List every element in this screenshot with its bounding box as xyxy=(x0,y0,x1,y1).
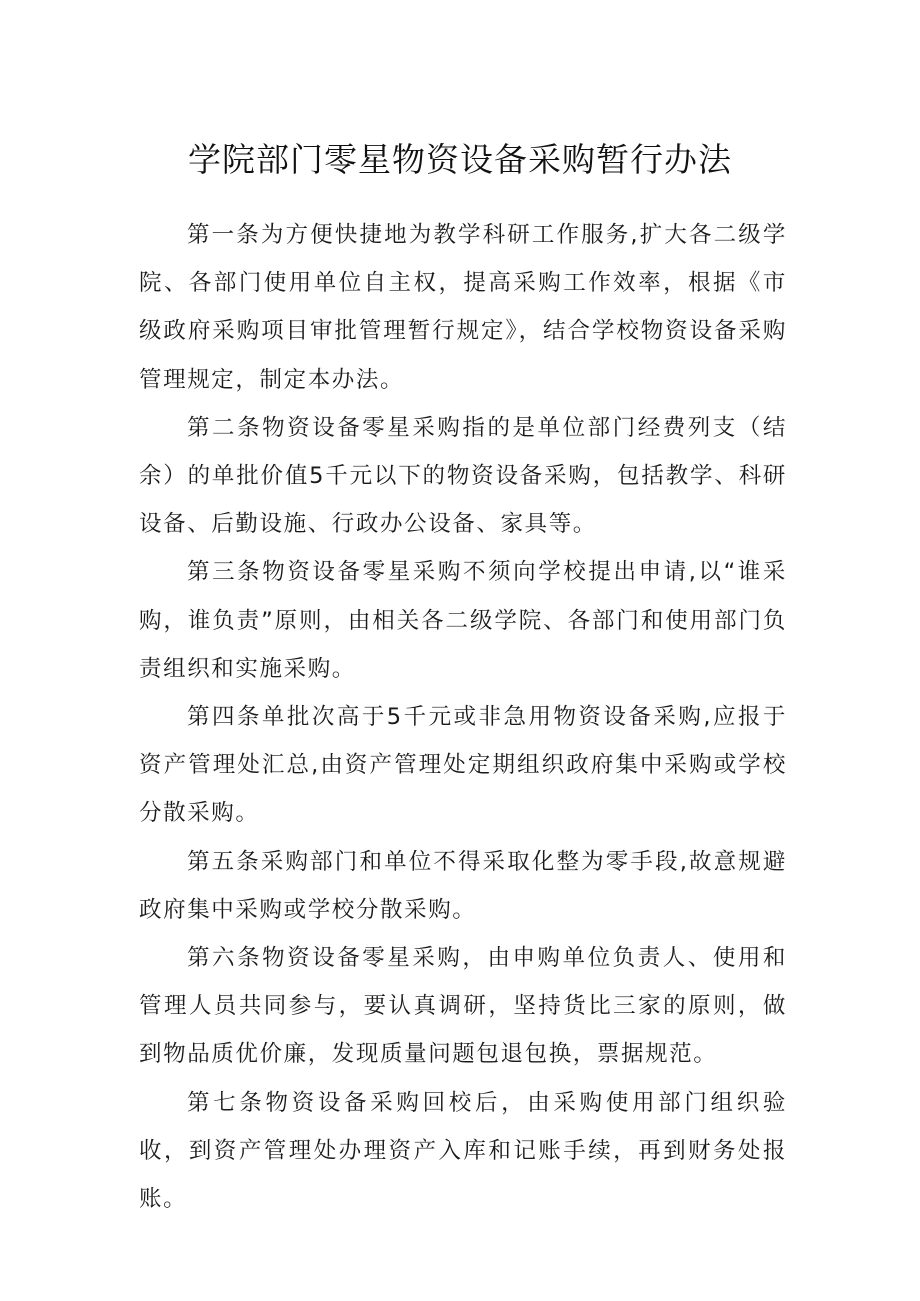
article-5-paragraph: 第五条采购部门和单位不得采取化整为零手段,故意规避政府集中采购或学校分散采购。 xyxy=(139,848,787,923)
article-1-paragraph: 第一条为方便快捷地为教学科研工作服务,扩大各二级学院、各部门使用单位自主权，提高采购工作效率，根据《市级政府采购项目审批管理暂行规定》，结合学校物资设备采购管理规定，制定本办法。 xyxy=(139,222,787,393)
article-6-paragraph: 第六条物资设备零星采购，由申购单位负责人、使用和管理人员共同参与，要认真调研，坚持货比三家的原则，做到物品质优价廉，发现质量问题包退包换，票据规范。 xyxy=(139,945,787,1068)
document-title: 学院部门零星物资设备采购暂行办法 xyxy=(188,140,732,179)
article-2-paragraph: 第二条物资设备零星采购指的是单位部门经费列支（结余）的单批价值5千元以下的物资设备采购，包括教学、科研设备、后勤设施、行政办公设备、家具等。 xyxy=(139,414,787,538)
document-body xyxy=(139,211,787,1223)
article-7-paragraph: 第七条物资设备采购回校后，由采购使用部门组织验收，到资产管理处办理资产入库和记账手续，再到财务处报账。 xyxy=(139,1089,787,1213)
article-4-paragraph: 第四条单批次高于5千元或非急用物资设备采购,应报于资产管理处汇总,由资产管理处定期组织政府集中采购或学校分散采购。 xyxy=(139,704,787,827)
article-3-paragraph: 第三条物资设备零星采购不须向学校提出申请,以“谁采购，谁负责”原则，由相关各二级学院、各部门和使用部门负责组织和实施采购。 xyxy=(139,559,787,682)
